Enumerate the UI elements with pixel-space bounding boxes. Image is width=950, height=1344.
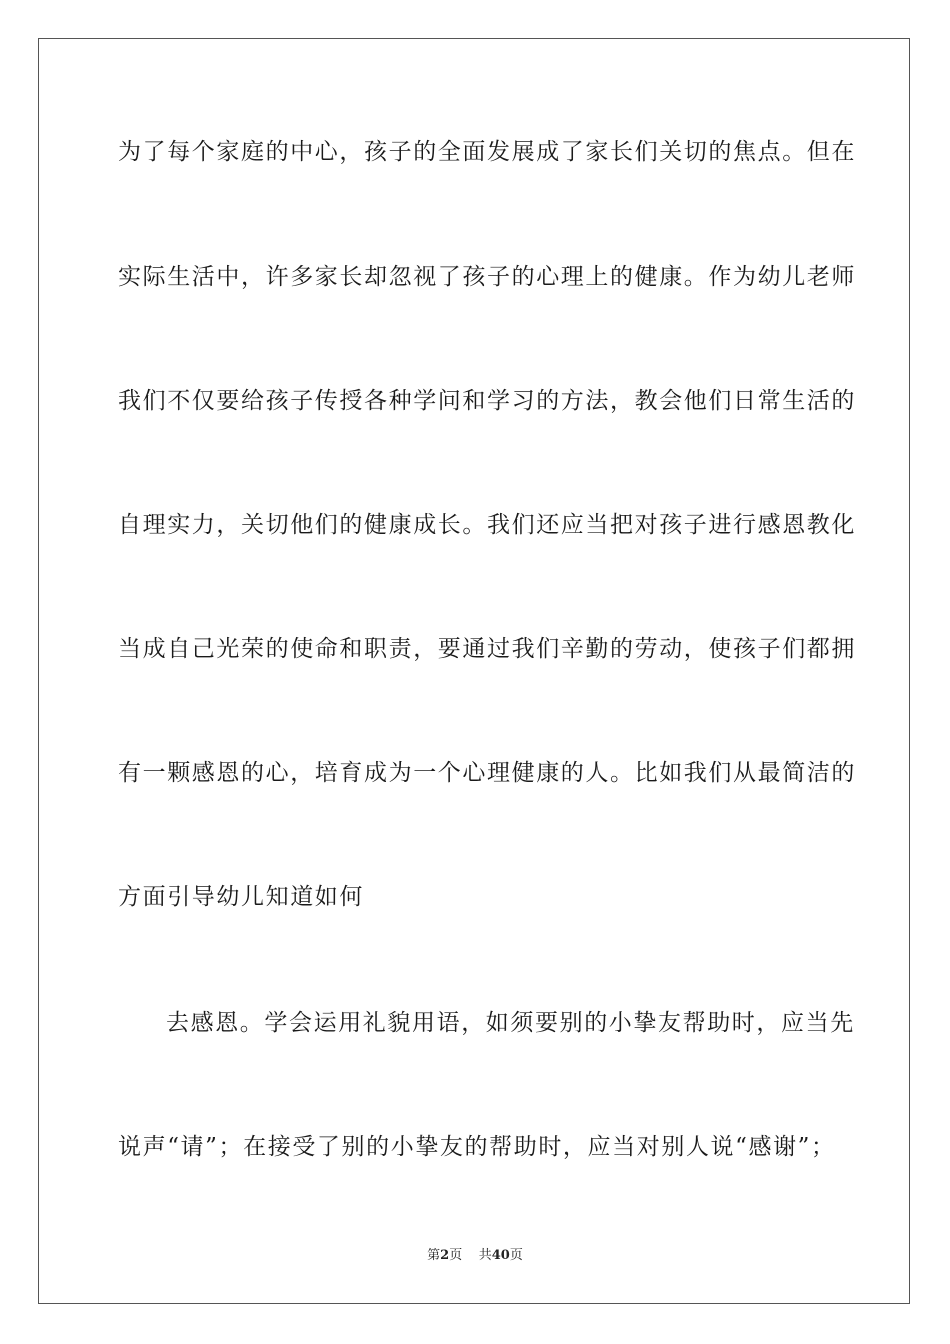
text-line-6: 有一颗感恩的心，培育成为一个心理健康的人。比如我们从最简洁的: [118, 760, 856, 786]
page-footer: [0, 1247, 950, 1265]
text-line-3: 我们不仅要给孩子传授各种学问和学习的方法，教会他们日常生活的: [118, 388, 856, 414]
page-border: [38, 38, 910, 1304]
footer-page-suffix: 页: [449, 1248, 463, 1263]
footer-page-prefix: 第: [427, 1248, 441, 1263]
text-line-7: 方面引导幼儿知道如何: [118, 884, 364, 910]
text-line-4: 自理实力，关切他们的健康成长。我们还应当把对孩子进行感恩教化: [118, 512, 856, 538]
footer-total-number: 40: [491, 1248, 510, 1263]
text-line-2: 实际生活中，许多家长却忽视了孩子的心理上的健康。作为幼儿老师: [118, 264, 856, 290]
text-line-9: 说声“请”；在接受了别的小挚友的帮助时，应当对别人说“感谢”；: [118, 1134, 836, 1160]
text-line-1: 为了每个家庭的中心，孩子的全面发展成了家长们关切的焦点。但在: [118, 139, 856, 165]
footer-total-suffix: 页: [509, 1248, 523, 1263]
text-line-8: 去感恩。学会运用礼貌用语，如须要别的小挚友帮助时，应当先: [166, 1010, 855, 1036]
footer-page-number: 2: [440, 1248, 450, 1263]
text-line-5: 当成自己光荣的使命和职责，要通过我们辛勤的劳动，使孩子们都拥: [118, 636, 856, 662]
footer-total-prefix: 共: [478, 1248, 492, 1263]
